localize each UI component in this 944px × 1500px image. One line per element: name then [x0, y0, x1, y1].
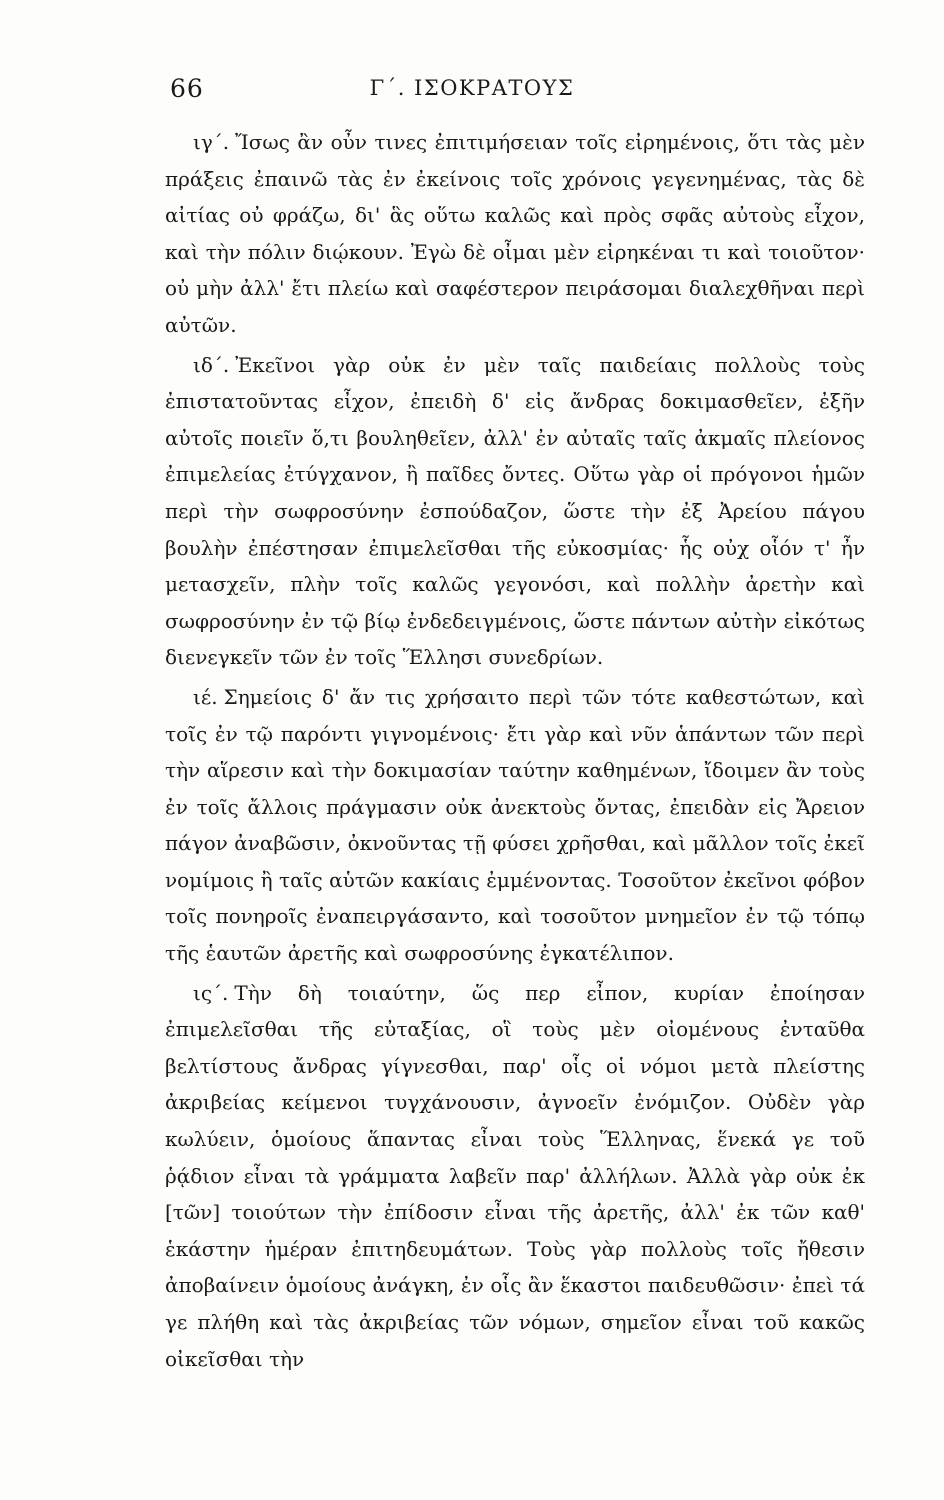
paragraph-16: [165, 975, 865, 1378]
paragraph-text: Ἴσως ἂν οὖν τινες ἐπιτιμήσειαν τοῖς εἰρημένοις, ὅτι τὰς μὲν πράξεις ἐπαινῶ τὰς ἐν ἐκείνοις τοῖς χρόνοις γεγενημένας, τὰς δὲ αἰτίας οὐ φράζω, δι' ἃς οὕτω καλῶς καὶ πρὸς σφᾶς αὐτοὺς εἶχον, καὶ τὴν πόλιν διῴκουν. Ἐγὼ δὲ οἶμαι μὲν εἰρηκέναι τι καὶ τοιοῦτον· οὐ μὴν ἀλλ' ἔτι πλείω καὶ σαφέστερον πειράσομαι διαλεχθῆναι περὶ αὐτῶν.: [165, 130, 865, 337]
section-number: ις΄.: [193, 980, 229, 1005]
paragraph-text: Ἐκεῖνοι γὰρ οὐκ ἐν μὲν ταῖς παιδείαις πολλοὺς τοὺς ἐπιστατοῦντας εἶχον, ἐπειδὴ δ' εἰς ἄνδρας δοκιμασθεῖεν, ἐξῆν αὐτοῖς ποιεῖν ὅ,τι βουληθεῖεν, ἀλλ' ἐν αὐταῖς ταῖς ἀκμαῖς πλείονος ἐπιμελείας ἐτύγχανον, ἢ παῖδες ὄντες. Οὕτω γὰρ οἱ πρόγονοι ἡμῶν περὶ τὴν σωφροσύνην ἐσπούδαζον, ὥστε τὴν ἐξ Ἀρείου πάγου βουλὴν ἐπέστησαν ἐπιμελεῖσθαι τῆς εὐκοσμίας· ἧς οὐχ οἷόν τ' ἦν μετασχεῖν, πλὴν τοῖς καλῶς γεγονόσι, καὶ πολλὴν ἀρετὴν καὶ σωφροσύνην ἐν τῷ βίῳ ἐνδεδειγμένοις, ὥστε πάντων αὐτὴν εἰκότως διενεγκεῖν τῶν ἐν τοῖς Ἕλλησι συνεδρίων.: [165, 352, 865, 670]
paragraph-14: [165, 347, 865, 676]
section-number: ιδ΄.: [193, 352, 230, 377]
section-number: ιέ.: [193, 684, 218, 709]
paragraph-13: [165, 124, 865, 344]
page-header: [0, 74, 944, 108]
body-text: [165, 124, 865, 1377]
running-title: Γ΄. ΙΣΟΚΡΑΤΟΥΣ: [369, 76, 575, 100]
paragraph-15: [165, 679, 865, 972]
paragraph-text: Τὴν δὴ τοιαύτην, ὥς περ εἶπον, κυρίαν ἐποίησαν ἐπιμελεῖσθαι τῆς εὐταξίας, οἳ τοὺς μὲν οἰομένους ἐνταῦθα βελτίστους ἄνδρας γίγνεσθαι, παρ' οἷς οἱ νόμοι μετὰ πλείστης ἀκριβείας κείμενοι τυγχάνουσιν, ἀγνοεῖν ἐνόμιζον. Οὐδὲν γὰρ κωλύειν, ὁμοίους ἅπαντας εἶναι τοὺς Ἕλληνας, ἕνεκά γε τοῦ ῥᾴδιον εἶναι τὰ γράμματα λαβεῖν παρ' ἀλλήλων. Ἀλλὰ γὰρ οὐκ ἐκ [τῶν] τοιούτων τὴν ἐπίδοσιν εἶναι τῆς ἀρετῆς, ἀλλ' ἐκ τῶν καθ' ἑκάστην ἡμέραν ἐπιτηδευμάτων. Τοὺς γὰρ πολλοὺς τοῖς ἤθεσιν ἀποβαίνειν ὁμοίους ἀνάγκη, ἐν οἷς ἂν ἕκαστοι παιδευθῶσιν· ἐπεὶ τά γε πλήθη καὶ τὰς ἀκριβείας τῶν νόμων, σημεῖον εἶναι τοῦ κακῶς οἰκεῖσθαι τὴν: [165, 980, 865, 1371]
paragraph-text: Σημείοις δ' ἄν τις χρήσαιτο περὶ τῶν τότε καθεστώτων, καὶ τοῖς ἐν τῷ παρόντι γιγνομένοις· ἔτι γὰρ καὶ νῦν ἁπάντων τῶν περὶ τὴν αἵρεσιν καὶ τὴν δοκιμασίαν ταύτην καθημένων, ἴδοιμεν ἂν τοὺς ἐν τοῖς ἄλλοις πράγμασιν οὐκ ἀνεκτοὺς ὄντας, ἐπειδὰν εἰς Ἄρειον πάγον ἀναβῶσιν, ὀκνοῦντας τῇ φύσει χρῆσθαι, καὶ μᾶλλον τοῖς ἐκεῖ νομίμοις ἢ ταῖς αὑτῶν κακίαις ἐμμένοντας. Τοσοῦτον ἐκεῖνοι φόβον τοῖς πονηροῖς ἐναπειργάσαντο, καὶ τοσοῦτον μνημεῖον ἐν τῷ τόπῳ τῆς ἑαυτῶν ἀρετῆς καὶ σωφροσύνης ἐγκατέλιπον.: [165, 684, 865, 966]
page-number: 66: [170, 74, 204, 103]
section-number: ιγ΄.: [193, 130, 230, 154]
